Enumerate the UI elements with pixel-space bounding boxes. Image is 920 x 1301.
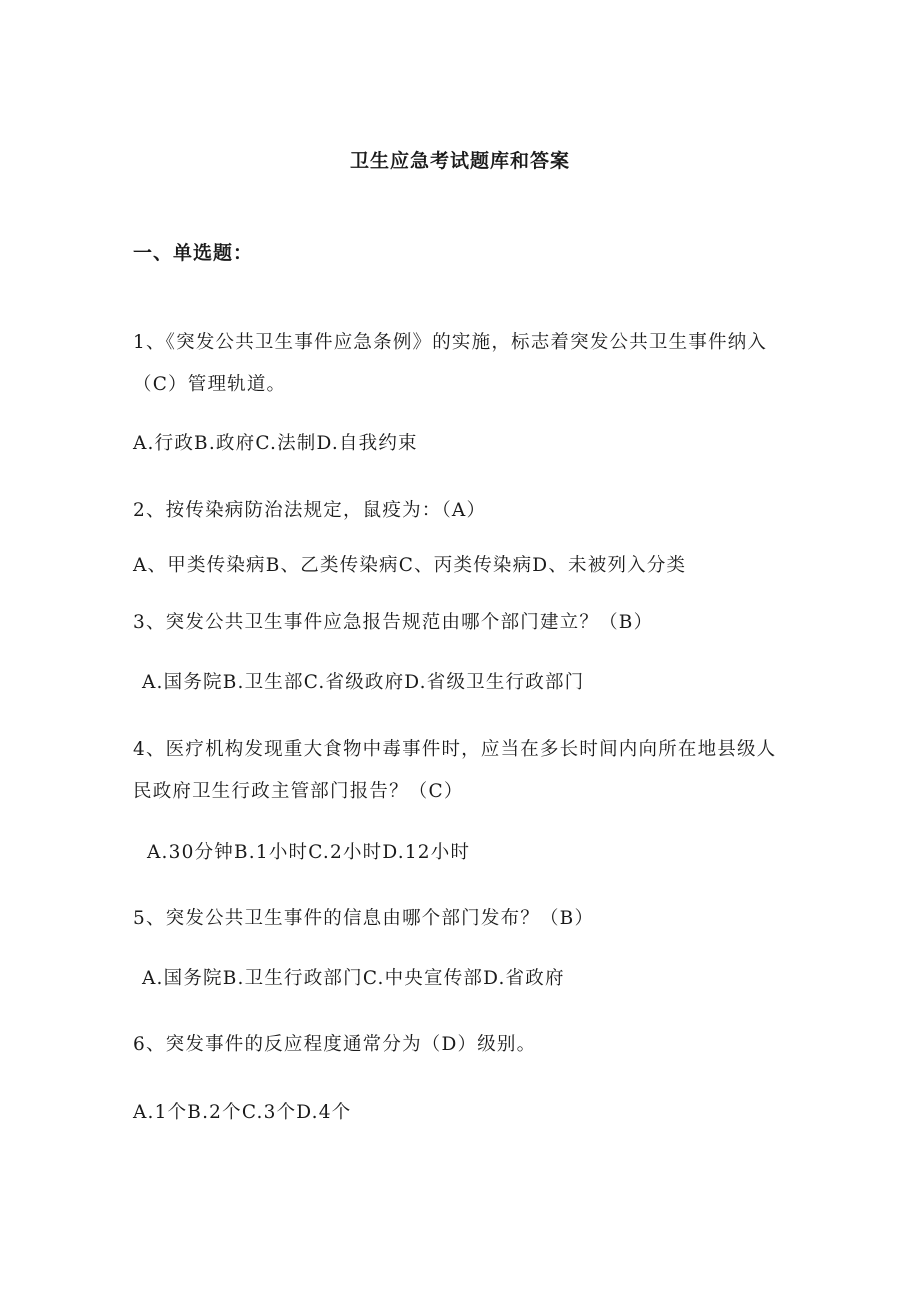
question-2-options: A、甲类传染病B、乙类传染病C、丙类传染病D、未被列入分类 xyxy=(133,555,687,576)
question-3-stem: 3、突发公共卫生事件应急报告规范由哪个部门建立？（B） xyxy=(133,612,654,633)
question-2-stem: 2、按传染病防治法规定，鼠疫为：（A） xyxy=(133,500,487,521)
question-1-stem-line2: （C）管理轨道。 xyxy=(133,374,287,395)
question-1-options: A.行政B.政府C.法制D.自我约束 xyxy=(133,433,418,454)
document-title: 卫生应急考试题库和答案 xyxy=(349,150,570,172)
question-3-options: A.国务院B.卫生部C.省级政府D.省级卫生行政部门 xyxy=(142,672,585,693)
question-6-options: A.1个B.2个C.3个D.4个 xyxy=(133,1102,352,1123)
question-4-stem-line1: 4、医疗机构发现重大食物中毒事件时，应当在多长时间内向所在地县级人 xyxy=(133,739,777,760)
question-4-options: A.30分钟B.1小时C.2小时D.12小时 xyxy=(147,842,471,863)
question-5-stem: 5、突发公共卫生事件的信息由哪个部门发布？（B） xyxy=(133,908,595,929)
section-heading: 一、单选题： xyxy=(133,242,254,264)
question-5-options: A.国务院B.卫生行政部门C.中央宣传部D.省政府 xyxy=(142,968,565,989)
question-4-stem-line2: 民政府卫生行政主管部门报告？（C） xyxy=(133,781,464,802)
question-6-stem: 6、突发事件的反应程度通常分为（D）级别。 xyxy=(133,1034,537,1055)
question-1-stem-line1: 1、《突发公共卫生事件应急条例》的实施，标志着突发公共卫生事件纳入 xyxy=(133,332,768,353)
